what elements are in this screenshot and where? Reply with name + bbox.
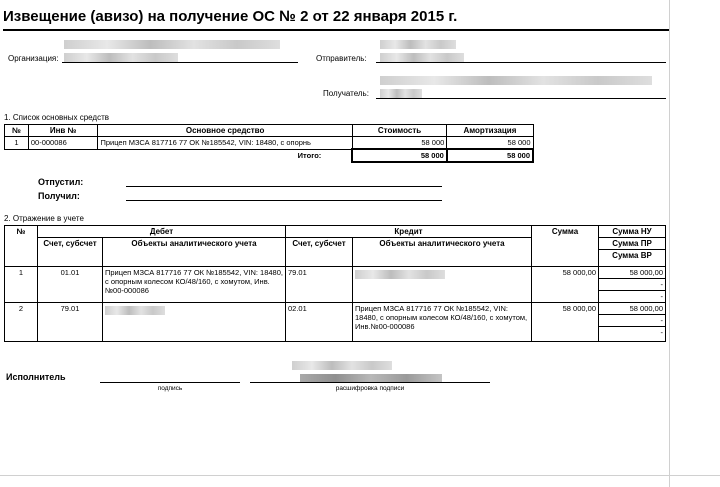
row2-credit-acc: 02.01 [286,303,353,342]
sender-label: Отправитель: [316,54,367,63]
row-asset: Прицеп МЗСА 817716 77 ОК №185542, VIN: 18480, с опорнь [98,137,352,150]
row2-debit-acc: 79.01 [38,303,103,342]
col-inv: Инв № [28,125,98,137]
col-credit-obj: Объекты аналитического учета [353,238,532,267]
row-amort: 58 000 [447,137,533,150]
row2-sum: 58 000,00 [532,303,599,342]
col-amort: Амортизация [447,125,533,137]
col-sum: Сумма [532,226,599,267]
sender-redacted-2 [380,53,464,62]
row1-debit-obj: Прицеп МЗСА 817716 77 ОК №185542, VIN: 18480, с опорным колесом КО/48/160, с хомутом, Инв.№00-000086 [103,267,286,303]
col-sum-nu: Сумма НУ [599,226,666,238]
table-row [5,303,666,315]
row2-debit-obj [103,303,286,342]
decode-field[interactable] [250,382,490,383]
col-credit-acc: Счет, субсчет [286,238,353,267]
assets-table [4,124,534,163]
row2-vr: - [599,327,666,342]
total-cost: 58 000 [352,149,446,162]
title-underline [3,29,669,31]
col-sum-vr: Сумма ВР [599,250,666,267]
section1-title: 1. Список основных средств [4,113,109,122]
org-redacted-1 [64,40,280,49]
table-row [5,137,534,150]
row2-nu: 58 000,00 [599,303,666,315]
row1-credit-acc: 79.01 [286,267,353,303]
row2-pr: - [599,315,666,327]
receiver-label: Получатель: [323,89,369,98]
signature-field[interactable] [100,382,240,383]
signature-caption: подпись [157,385,183,392]
row2-credit-obj: Прицеп МЗСА 817716 77 ОК №185542, VIN: 18480, с опорным колесом КО/48/160, с хомутом, Инв.№00-000086 [353,303,532,342]
row1-credit-obj [353,267,532,303]
receiver-redacted-1 [380,76,652,85]
col-n2: № [5,226,38,267]
row1-n: 1 [5,267,38,303]
released-field[interactable] [126,186,442,187]
col-credit: Кредит [286,226,532,238]
total-label: Итого: [297,150,322,160]
col-debit-acc: Счет, субсчет [38,238,103,267]
decode-caption: расшифровка подписи [335,385,405,392]
sheet-grid-line [0,475,720,476]
released-label: Отпустил: [38,177,84,187]
receiver-redacted-2 [380,89,422,98]
executor-label: Исполнитель [6,372,66,382]
org-label: Организация: [8,54,59,63]
row1-nu: 58 000,00 [599,267,666,279]
row2-debit-redacted [105,306,165,315]
table-row [5,267,666,279]
col-debit: Дебет [38,226,286,238]
row-n: 1 [5,137,29,150]
section2-title: 2. Отражение в учете [4,214,84,223]
row1-credit-redacted [355,270,445,279]
row1-vr: - [599,291,666,303]
row1-debit-acc: 01.01 [38,267,103,303]
row-cost: 58 000 [352,137,446,150]
row1-sum: 58 000,00 [532,267,599,303]
org-redacted-2 [64,53,178,62]
executor-redacted-1 [292,361,392,370]
col-asset: Основное средство [98,125,352,137]
col-cost: Стоимость [352,125,446,137]
col-n: № [5,125,29,137]
received-label: Получил: [38,191,80,201]
col-debit-obj: Объекты аналитического учета [103,238,286,267]
row1-pr: - [599,279,666,291]
row-inv: 00-000086 [28,137,98,150]
received-field[interactable] [126,200,442,201]
sheet-border-right [669,0,670,487]
row2-n: 2 [5,303,38,342]
accounting-table [4,225,666,342]
document-title: Извещение (авизо) на получение ОС № 2 от 22 января 2015 г. [3,8,458,25]
col-sum-pr: Сумма ПР [599,238,666,250]
sender-redacted-1 [380,40,456,49]
total-amort: 58 000 [447,149,533,162]
